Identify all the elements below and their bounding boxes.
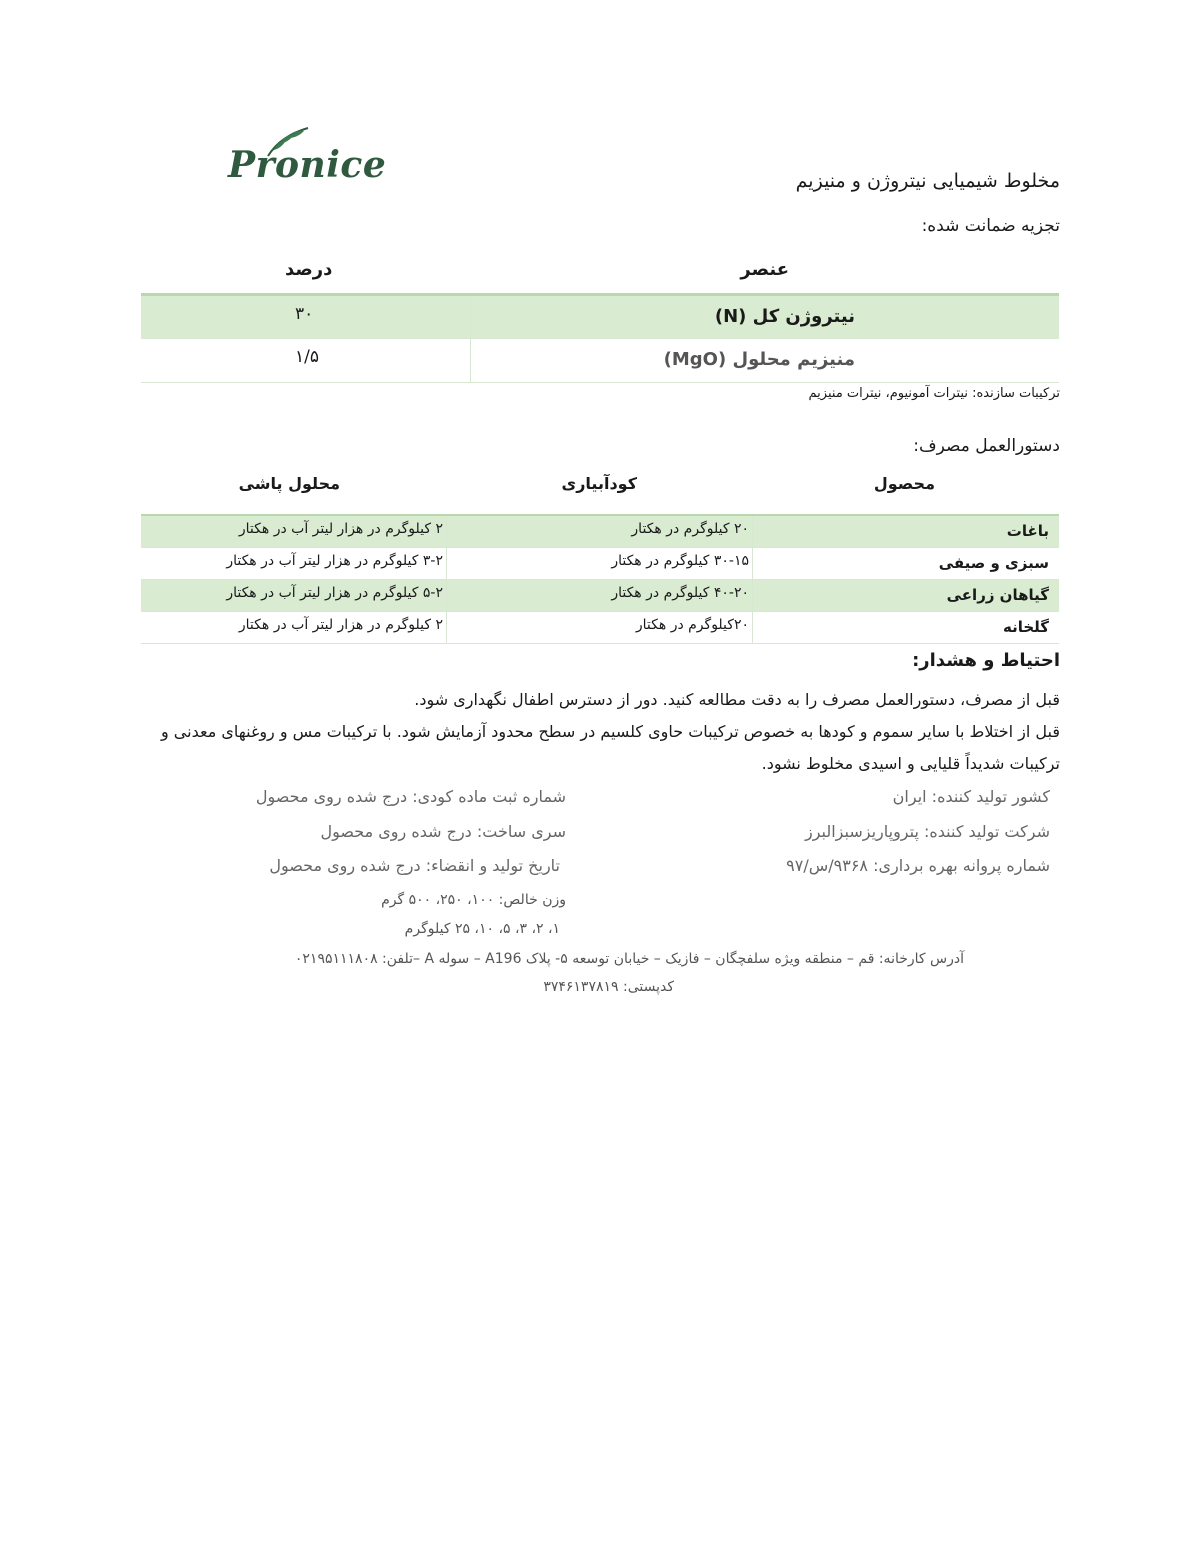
info-registration: شماره ثبت ماده کودی: درج شده روی محصول — [255, 787, 566, 806]
table-row — [141, 611, 1059, 644]
composition-text: ترکیبات سازنده: نیترات آمونیوم، نیترات منیزیم — [808, 386, 1060, 401]
brand-logo — [228, 126, 387, 196]
analysis-subtitle: تجزیه ضمانت شده: — [921, 216, 1060, 236]
fertigation-cell: ۲۰کیلوگرم در هکتار — [635, 617, 749, 633]
header-element: عنصر — [740, 259, 789, 280]
postal-code: کدپستی: ۳۷۴۶۱۳۷۸۱۹ — [543, 979, 674, 995]
info-license: شماره پروانه بهره برداری: ۹۳۶۸/س/۹۷ — [786, 856, 1050, 875]
header-fertigation: کودآبیاری — [561, 474, 637, 493]
spray-cell: ۲ کیلوگرم در هزار لیتر آب در هکتار — [238, 617, 443, 633]
element-cell: منیزیم محلول (MgO) — [663, 349, 855, 370]
table-row — [141, 514, 1059, 547]
analysis-header-row — [141, 255, 1059, 293]
usage-header-row — [141, 470, 1059, 514]
usage-title: دستورالعمل مصرف: — [913, 436, 1060, 456]
factory-address: آدرس کارخانه: قم – منطقه ویژه سلفچگان – فازیک – خیابان توسعه ۵- پلاک A196 – سوله A –تلفن: ۰۲۱۹۵۱۱۱۸۰۸ — [294, 951, 964, 967]
header-crop: محصول — [873, 474, 935, 493]
spray-cell: ۲ کیلوگرم در هزار لیتر آب در هکتار — [238, 521, 443, 537]
caution-text — [160, 684, 1060, 780]
crop-cell: باغات — [1006, 522, 1049, 540]
table-row — [141, 547, 1059, 579]
info-weight-grams: وزن خالص: ۱۰۰، ۲۵۰، ۵۰۰ گرم — [381, 892, 566, 908]
info-batch: سری ساخت: درج شده روی محصول — [320, 822, 566, 841]
crop-cell: سبزی و صیفی — [938, 554, 1049, 572]
table-row — [141, 338, 1059, 383]
header-percent: درصد — [285, 259, 333, 280]
usage-table — [141, 470, 1059, 644]
crop-cell: گیاهان زراعی — [946, 586, 1049, 604]
table-row — [141, 579, 1059, 611]
info-weight-kg: ۱، ۲، ۳، ۵، ۱۰، ۲۵ کیلوگرم — [404, 921, 560, 937]
table-row — [141, 293, 1059, 338]
info-dates: تاریخ تولید و انقضاء: درج شده روی محصول — [269, 856, 560, 875]
caution-line-2: قبل از اختلاط با سایر سموم و کودها به خصوص ترکیبات حاوی کلسیم در سطح محدود آزمایش شود. با ترکیبات مس و روغنهای معدنی و ترکیبات شدیداً قلیایی و اسیدی مخلوط نشود. — [160, 722, 1060, 773]
fertigation-cell: ۲۰ کیلوگرم در هکتار — [631, 521, 749, 537]
page-title: مخلوط شیمیایی نیتروژن و منیزیم — [795, 170, 1060, 192]
header-spray: محلول پاشی — [238, 474, 340, 493]
info-country: کشور تولید کننده: ایران — [892, 787, 1050, 806]
caution-line-1: قبل از مصرف، دستورالعمل مصرف را به دقت مطالعه کنید. دور از دسترس اطفال نگهداری شود. — [414, 690, 1060, 709]
percent-cell: ۱/۵ — [295, 347, 319, 367]
element-cell: نیتروژن کل (N) — [714, 306, 855, 327]
logo-text: Pronice — [228, 144, 387, 186]
fertigation-cell: ۳۰-۱۵ کیلوگرم در هکتار — [611, 553, 749, 569]
caution-title: احتیاط و هشدار: — [912, 650, 1060, 671]
spray-cell: ۳-۲ کیلوگرم در هزار لیتر آب در هکتار — [226, 553, 443, 569]
spray-cell: ۵-۲ کیلوگرم در هزار لیتر آب در هکتار — [226, 585, 443, 601]
analysis-table — [141, 255, 1059, 383]
crop-cell: گلخانه — [1002, 618, 1049, 636]
percent-cell: ۳۰ — [295, 304, 314, 324]
fertigation-cell: ۴۰-۲۰ کیلوگرم در هکتار — [611, 585, 749, 601]
info-company: شرکت تولید کننده: پتروپاریزسبزالبرز — [804, 822, 1050, 841]
